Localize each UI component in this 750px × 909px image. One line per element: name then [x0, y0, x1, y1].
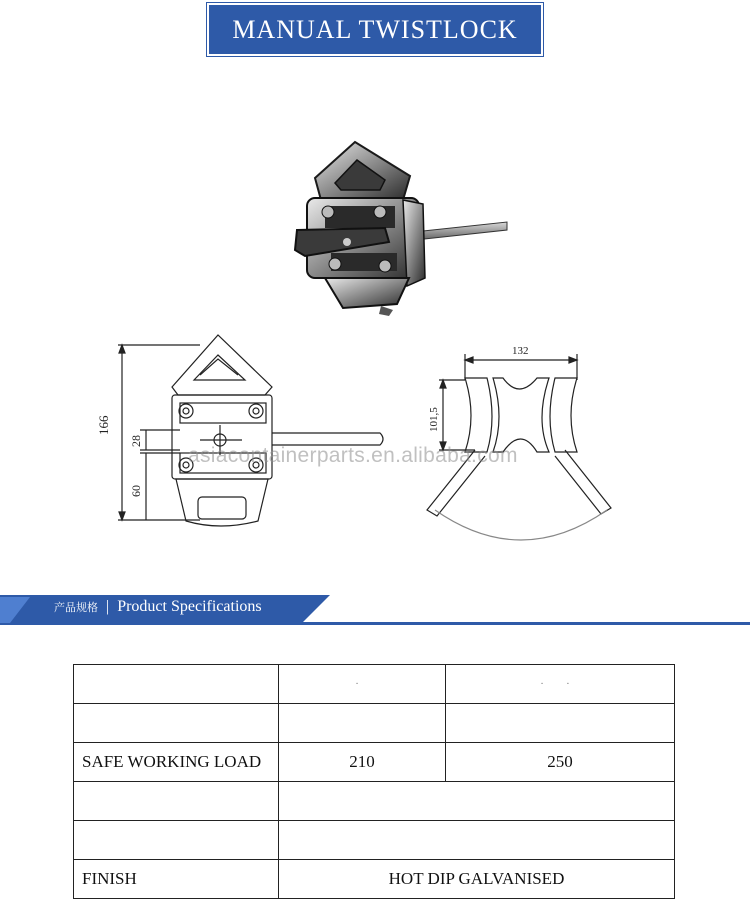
spec-banner-en: Product Specifications: [117, 598, 262, 615]
spec-value: [279, 821, 675, 860]
table-row: [74, 782, 675, 821]
spec-label: [74, 665, 279, 704]
spec-label: [74, 782, 279, 821]
page-title: MANUAL TWISTLOCK: [232, 15, 518, 44]
spec-banner-cn: 产品规格: [54, 601, 98, 614]
spec-banner-heading: [54, 598, 262, 616]
spec-label: [74, 821, 279, 860]
dim-166-label: 166: [96, 415, 111, 435]
spec-value: [446, 704, 675, 743]
table-row: [74, 860, 675, 899]
front-view-drawing: [96, 325, 390, 535]
dim-60-label: 60: [129, 485, 143, 497]
spec-value: HOT DIP GALVANISED: [279, 860, 675, 899]
dim-101-5-label: 101,5: [428, 407, 440, 432]
spec-banner-separator: |: [106, 598, 110, 615]
spec-label: [74, 704, 279, 743]
table-row: [74, 665, 675, 704]
table-row: [74, 743, 675, 782]
spec-value: 250: [446, 743, 675, 782]
watermark-text: asiacontainerparts.en.alibaba.com: [188, 444, 518, 467]
spec-value: ·: [279, 665, 446, 704]
spec-table: [73, 664, 675, 899]
spec-value: 210: [279, 743, 446, 782]
spec-value: [279, 704, 446, 743]
dim-132-label: 132: [512, 345, 529, 357]
spec-banner-line: [300, 622, 750, 625]
table-row: [74, 704, 675, 743]
table-row: [74, 821, 675, 860]
twistlock-photo: [285, 138, 510, 318]
page-title-banner: [207, 3, 543, 56]
spec-label: FINISH: [74, 860, 279, 899]
spec-label: SAFE WORKING LOAD: [74, 743, 279, 782]
spec-value: · ·: [446, 665, 675, 704]
dim-28-label: 28: [129, 435, 143, 447]
spec-value: [279, 782, 675, 821]
side-view-drawing: [415, 340, 630, 540]
